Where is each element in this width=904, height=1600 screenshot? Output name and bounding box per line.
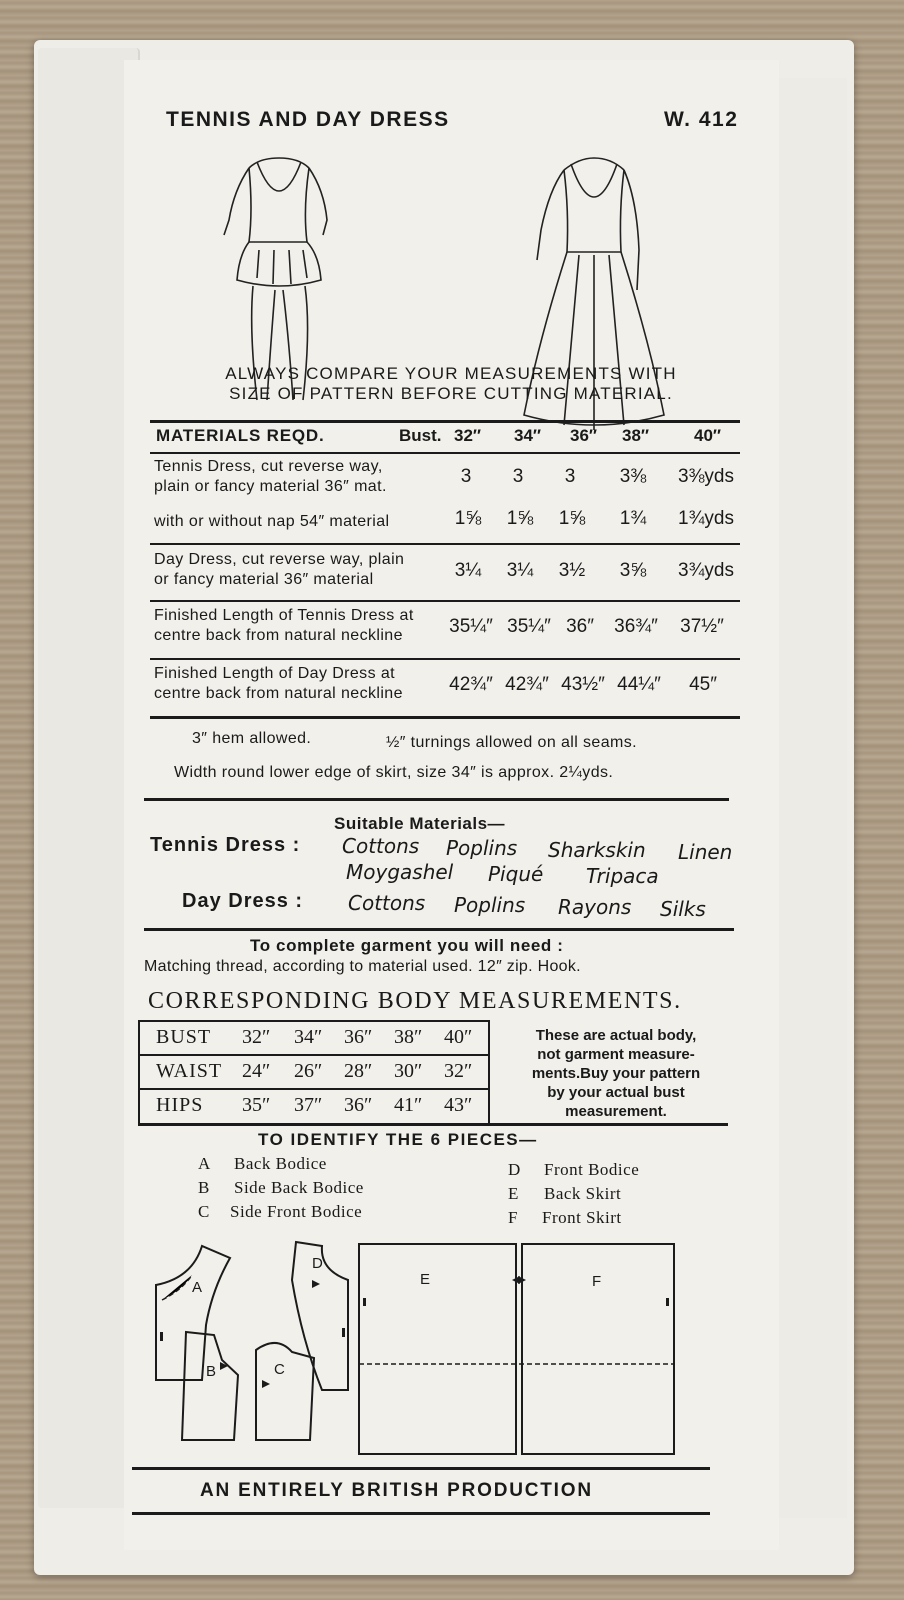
waist-row-label: WAIST (156, 1060, 223, 1082)
material-value: 43½″ (561, 674, 605, 695)
divider (144, 928, 734, 931)
piece-label-a: A (192, 1279, 203, 1296)
material-row-label: Tennis Dress, cut reverse way, (154, 458, 383, 475)
material-row-label: Day Dress, cut reverse way, plain (154, 551, 405, 568)
divider (138, 1123, 728, 1126)
divider (144, 798, 729, 801)
material-value: 3¾yds (678, 560, 734, 581)
piece-name: Front Skirt (542, 1208, 622, 1227)
material-value: 36¾″ (614, 616, 658, 637)
material-name: Sharkskin (548, 838, 646, 862)
material-value: 1⅝ (454, 508, 482, 529)
hips-value: 37″ (294, 1094, 323, 1116)
material-row-label: with or without nap 54″ material (154, 513, 390, 530)
divider (132, 1467, 710, 1470)
bust-value: 40″ (444, 1026, 473, 1048)
material-value: 3⅜ (619, 466, 647, 487)
note-line: by your actual bust (547, 1084, 685, 1101)
note-line: measurement. (565, 1103, 667, 1120)
note-line: ments.Buy your pattern (531, 1065, 701, 1082)
hips-value: 43″ (444, 1094, 473, 1116)
material-value: 3 (460, 466, 472, 487)
material-row-label: or fancy material 36″ material (154, 571, 374, 588)
notions-list: Matching thread, according to material used. 12″ zip. Hook. (144, 958, 581, 975)
material-row-label: Finished Length of Day Dress at (154, 665, 395, 682)
piece-letter: B (198, 1178, 210, 1197)
hips-row-label: HIPS (156, 1094, 204, 1116)
piece-label-b: B (206, 1363, 217, 1380)
day-dress-label: Day Dress : (182, 890, 304, 912)
material-name: Rayons (558, 895, 632, 919)
body-measurement-note (496, 1026, 736, 1121)
material-name: Tripaca (586, 864, 659, 888)
material-value: 35¼″ (449, 616, 493, 637)
material-value: 3¼ (454, 560, 482, 581)
pattern-back-sheet (124, 60, 779, 1550)
material-value: 3⅝ (619, 560, 647, 581)
complete-garment-heading: To complete garment you will need : (250, 936, 564, 955)
material-value: 1⅝ (558, 508, 586, 529)
tennis-dress-label: Tennis Dress : (150, 834, 301, 856)
material-row-label: Finished Length of Tennis Dress at (154, 607, 414, 624)
material-name: Piqué (488, 862, 544, 886)
piece-letter: F (508, 1208, 518, 1227)
waist-value: 30″ (394, 1060, 423, 1082)
material-name: Linen (678, 840, 733, 864)
piece-name: Back Bodice (234, 1154, 327, 1173)
piece-label-d: D (312, 1255, 323, 1272)
material-value: 3 (512, 466, 524, 487)
material-value: 45″ (689, 674, 717, 695)
divider (150, 543, 740, 545)
material-row-label: centre back from natural neckline (154, 685, 403, 702)
size-38: 38″ (622, 426, 650, 445)
material-value: 36″ (566, 616, 594, 637)
compare-note-line-2: SIZE OF PATTERN BEFORE CUTTING MATERIAL. (229, 384, 673, 403)
size-40: 40″ (694, 426, 722, 445)
waist-value: 28″ (344, 1060, 373, 1082)
material-value: 3½ (558, 560, 586, 581)
piece-label-e: E (420, 1271, 431, 1288)
material-value: 1⅝ (506, 508, 534, 529)
material-row-label: centre back from natural neckline (154, 627, 403, 644)
bust-value: 38″ (394, 1026, 423, 1048)
size-36: 36″ (570, 426, 598, 445)
material-value: 3¼ (506, 560, 534, 581)
piece-label-f: F (592, 1273, 602, 1290)
material-value: 1¾yds (678, 508, 734, 529)
divider (150, 658, 740, 660)
hips-value: 41″ (394, 1094, 423, 1116)
size-32: 32″ (454, 426, 482, 445)
piece-label-c: C (274, 1361, 285, 1378)
piece-name: Side Back Bodice (234, 1178, 364, 1197)
footer-production-note: AN ENTIRELY BRITISH PRODUCTION (200, 1480, 593, 1501)
divider (150, 420, 740, 423)
envelope-right-flap (775, 78, 847, 1518)
material-value: 3⅜yds (678, 466, 734, 487)
hips-value: 35″ (242, 1094, 271, 1116)
piece-name: Back Skirt (544, 1184, 622, 1203)
material-value: 42¾″ (449, 674, 493, 695)
bust-value: 36″ (344, 1026, 373, 1048)
material-name: Cottons (342, 834, 420, 858)
suitable-materials-heading: Suitable Materials— (334, 814, 506, 833)
bust-row-label: BUST (156, 1026, 212, 1048)
material-value: 37½″ (680, 616, 724, 637)
material-name: Poplins (454, 893, 526, 917)
divider (150, 452, 740, 454)
bust-value: 34″ (294, 1026, 323, 1048)
material-value: 3 (564, 466, 576, 487)
bust-label: Bust. (399, 426, 442, 445)
material-name: Cottons (348, 891, 426, 915)
piece-letter: C (198, 1202, 210, 1221)
note-line: not garment measure- (537, 1046, 695, 1063)
material-value: 44¼″ (617, 674, 661, 695)
compare-note-line-1: ALWAYS COMPARE YOUR MEASUREMENTS WITH (225, 364, 677, 383)
material-name: Poplins (446, 836, 518, 860)
material-name: Silks (660, 897, 706, 921)
materials-heading: MATERIALS REQD. (156, 426, 325, 445)
pattern-title: TENNIS AND DAY DRESS (166, 108, 450, 131)
bust-value: 32″ (242, 1026, 271, 1048)
waist-value: 24″ (242, 1060, 271, 1082)
piece-letter: A (198, 1154, 211, 1173)
material-value: 35¼″ (507, 616, 551, 637)
pattern-pieces-diagram (152, 1240, 682, 1460)
hem-note: 3″ hem allowed. (192, 730, 312, 747)
material-row-label: plain or fancy material 36″ mat. (154, 478, 387, 495)
body-measurements-heading: CORRESPONDING BODY MEASUREMENTS. (148, 988, 682, 1014)
note-line: These are actual body, (535, 1027, 697, 1044)
divider (140, 1054, 488, 1056)
divider (150, 600, 740, 602)
skirt-width-note: Width round lower edge of skirt, size 34″ is approx. 2¼yds. (174, 764, 614, 781)
hips-value: 36″ (344, 1094, 373, 1116)
piece-name: Side Front Bodice (230, 1202, 363, 1221)
piece-name: Front Bodice (544, 1160, 640, 1179)
turnings-note: ½″ turnings allowed on all seams. (386, 734, 637, 751)
divider (132, 1512, 710, 1515)
divider (140, 1088, 488, 1090)
waist-value: 26″ (294, 1060, 323, 1082)
piece-letter: D (508, 1160, 521, 1179)
material-name: Moygashel (346, 860, 454, 884)
pieces-heading: TO IDENTIFY THE 6 PIECES— (258, 1130, 538, 1149)
divider (150, 716, 740, 719)
waist-value: 32″ (444, 1060, 473, 1082)
piece-letter: E (508, 1184, 519, 1203)
pattern-number: W. 412 (664, 108, 739, 131)
material-value: 42¾″ (505, 674, 549, 695)
material-value: 1¾ (619, 508, 647, 529)
size-34: 34″ (514, 426, 542, 445)
